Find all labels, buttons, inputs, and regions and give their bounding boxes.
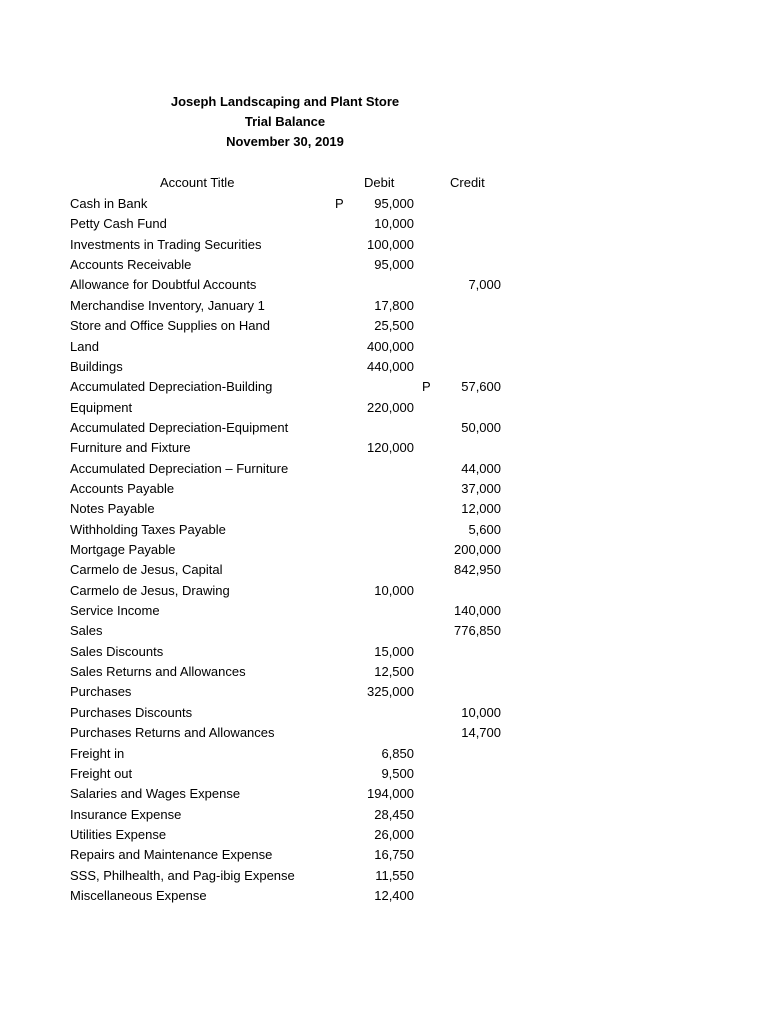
table-row bbox=[70, 235, 510, 255]
debit-amount: 12,400 bbox=[374, 887, 414, 903]
company-name: Joseph Landscaping and Plant Store bbox=[170, 94, 400, 109]
account-name: Repairs and Maintenance Expense bbox=[70, 847, 273, 863]
table-row bbox=[70, 703, 510, 723]
account-name: Accounts Payable bbox=[70, 480, 175, 496]
account-name: Accumulated Depreciation – Furniture bbox=[70, 460, 289, 476]
account-name: Sales Returns and Allowances bbox=[70, 664, 246, 679]
debit-amount: 6,850 bbox=[381, 745, 414, 761]
credit-currency-mark: P bbox=[422, 379, 431, 395]
table-row bbox=[70, 275, 510, 295]
table-row bbox=[70, 723, 510, 743]
table-row bbox=[70, 764, 510, 784]
account-name: Withholding Taxes Payable bbox=[70, 521, 226, 537]
debit-amount: 440,000 bbox=[367, 358, 414, 374]
account-name: Store and Office Supplies on Hand bbox=[70, 318, 270, 334]
table-row bbox=[70, 662, 510, 682]
credit-amount: 44,000 bbox=[461, 460, 501, 476]
table-row bbox=[70, 886, 510, 906]
account-name: Cash in Bank bbox=[70, 196, 148, 211]
table-row bbox=[70, 601, 510, 621]
account-name: Freight out bbox=[70, 765, 133, 781]
report-date: November 30, 2019 bbox=[226, 134, 344, 149]
table-row bbox=[70, 214, 510, 234]
debit-amount: 95,000 bbox=[374, 196, 414, 211]
account-name: Notes Payable bbox=[70, 501, 155, 517]
debit-amount: 28,450 bbox=[374, 806, 414, 822]
account-name: Petty Cash Fund bbox=[70, 216, 167, 232]
credit-amount: 12,000 bbox=[461, 501, 501, 517]
table-row bbox=[70, 357, 510, 377]
debit-amount: 325,000 bbox=[367, 684, 414, 700]
debit-amount: 12,500 bbox=[374, 664, 414, 679]
debit-amount: 95,000 bbox=[374, 257, 414, 273]
account-name: Freight in bbox=[70, 745, 125, 761]
debit-amount: 120,000 bbox=[367, 440, 414, 456]
table-row bbox=[70, 560, 510, 580]
table-row bbox=[70, 316, 510, 336]
table-row bbox=[70, 845, 510, 865]
credit-amount: 57,600 bbox=[461, 379, 501, 395]
account-name: Service Income bbox=[70, 603, 160, 618]
table-row bbox=[70, 438, 510, 458]
table-row bbox=[70, 540, 510, 560]
account-name: Equipment bbox=[70, 399, 133, 415]
account-name: Accounts Receivable bbox=[70, 257, 192, 273]
credit-amount: 14,700 bbox=[461, 725, 501, 741]
credit-amount: 37,000 bbox=[461, 480, 501, 496]
account-title-header: Account Title bbox=[160, 175, 235, 190]
account-name: SSS, Philhealth, and Pag-ibig Expense bbox=[70, 867, 295, 883]
account-name: Carmelo de Jesus, Capital bbox=[70, 562, 223, 578]
account-name: Purchases bbox=[70, 684, 132, 700]
table-row bbox=[70, 784, 510, 804]
account-name: Investments in Trading Securities bbox=[70, 236, 262, 252]
table-row bbox=[70, 194, 510, 214]
table-row bbox=[70, 520, 510, 540]
debit-amount: 11,550 bbox=[375, 867, 414, 883]
account-name: Land bbox=[70, 338, 99, 354]
account-name: Carmelo de Jesus, Drawing bbox=[70, 582, 230, 598]
table-row bbox=[70, 805, 510, 825]
table-row bbox=[70, 682, 510, 702]
debit-amount: 220,000 bbox=[367, 399, 414, 415]
debit-amount: 10,000 bbox=[374, 582, 414, 598]
debit-header: Debit bbox=[364, 175, 395, 190]
debit-amount: 17,800 bbox=[374, 297, 414, 313]
table-row bbox=[70, 255, 510, 275]
debit-amount: 194,000 bbox=[367, 786, 414, 802]
debit-amount: 9,500 bbox=[381, 765, 414, 781]
account-name: Sales Discounts bbox=[70, 643, 164, 659]
table-row bbox=[70, 581, 510, 601]
account-name: Merchandise Inventory, January 1 bbox=[70, 297, 265, 313]
table-row bbox=[70, 479, 510, 499]
debit-amount: 10,000 bbox=[374, 216, 414, 232]
debit-amount: 100,000 bbox=[367, 236, 414, 252]
report-title: Trial Balance bbox=[244, 114, 326, 129]
credit-amount: 776,850 bbox=[454, 623, 501, 639]
account-name: Miscellaneous Expense bbox=[70, 887, 207, 903]
account-name: Purchases Returns and Allowances bbox=[70, 725, 275, 741]
credit-amount: 50,000 bbox=[461, 419, 501, 435]
table-row bbox=[70, 642, 510, 662]
account-name: Accumulated Depreciation-Building bbox=[70, 379, 273, 395]
credit-amount: 200,000 bbox=[454, 542, 501, 557]
account-name: Allowance for Doubtful Accounts bbox=[70, 277, 257, 293]
table-row bbox=[70, 825, 510, 845]
table-row bbox=[70, 398, 510, 418]
debit-amount: 16,750 bbox=[374, 847, 414, 863]
account-name: Buildings bbox=[70, 358, 123, 374]
table-row bbox=[70, 377, 510, 397]
table-row bbox=[70, 866, 510, 886]
account-name: Furniture and Fixture bbox=[70, 440, 191, 456]
credit-amount: 10,000 bbox=[461, 704, 501, 720]
table-row bbox=[70, 337, 510, 357]
table-row bbox=[70, 621, 510, 641]
table-row bbox=[70, 418, 510, 438]
debit-amount: 400,000 bbox=[367, 338, 414, 354]
account-name: Accumulated Depreciation-Equipment bbox=[70, 419, 289, 435]
debit-amount: 26,000 bbox=[374, 826, 414, 842]
account-name: Salaries and Wages Expense bbox=[70, 786, 241, 802]
debit-amount: 15,000 bbox=[374, 643, 414, 659]
credit-header: Credit bbox=[450, 175, 485, 190]
account-name: Sales bbox=[70, 623, 103, 639]
table-row bbox=[70, 296, 510, 316]
credit-amount: 140,000 bbox=[454, 603, 501, 618]
table-row bbox=[70, 499, 510, 519]
debit-amount: 25,500 bbox=[374, 318, 414, 334]
account-name: Utilities Expense bbox=[70, 826, 167, 842]
debit-currency-mark: P bbox=[335, 196, 344, 211]
account-name: Mortgage Payable bbox=[70, 542, 176, 557]
credit-amount: 5,600 bbox=[468, 521, 501, 537]
credit-amount: 7,000 bbox=[468, 277, 501, 293]
credit-amount: 842,950 bbox=[454, 562, 501, 578]
account-name: Insurance Expense bbox=[70, 806, 182, 822]
table-row bbox=[70, 459, 510, 479]
table-row bbox=[70, 744, 510, 764]
account-name: Purchases Discounts bbox=[70, 704, 193, 720]
